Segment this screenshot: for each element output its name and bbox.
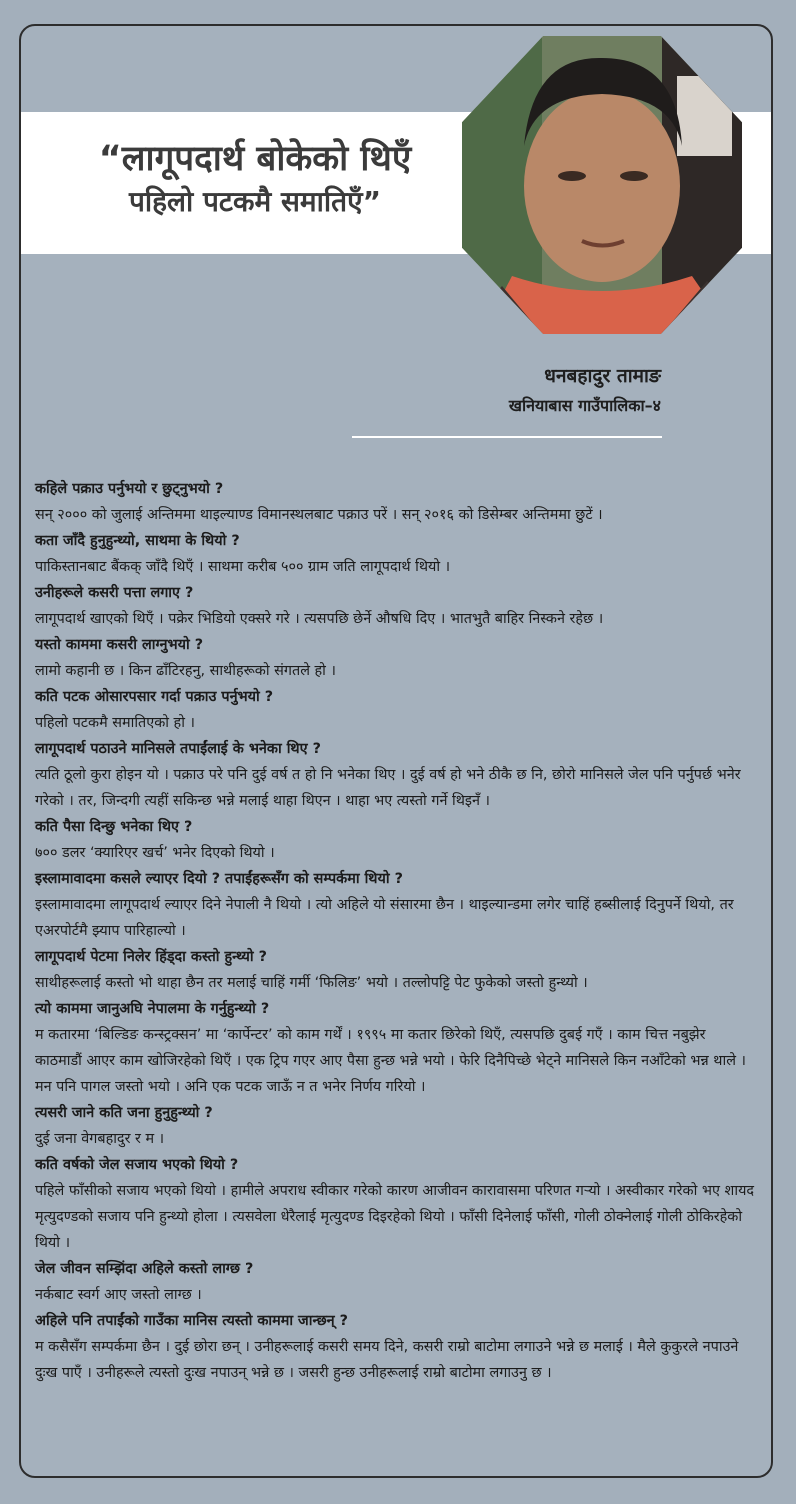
question: त्यो काममा जानुअघि नेपालमा के गर्नुहुन्थ्यो ? xyxy=(35,1001,270,1017)
question: अहिले पनि तपाईंको गाउँका मानिस त्यस्तो काममा जान्छन् ? xyxy=(35,1313,349,1329)
question: लागूपदार्थ पठाउने मानिसले तपाईंलाई के भनेका थिए ? xyxy=(35,741,321,757)
answer: पाकिस्तानबाट बैंकक् जाँदै थिएँ । साथमा करीब ५०० ग्राम जति लागूपदार्थ थियो । xyxy=(35,559,451,575)
person-place: खनियाबास गाउँपालिका–४ xyxy=(508,396,661,415)
article-card xyxy=(19,24,773,1478)
portrait-photo xyxy=(462,36,742,334)
headline xyxy=(55,136,455,222)
question: इस्लामावादमा कसले ल्याएर दियो ? तपाईंहरूसँग को सम्पर्कमा थियो ? xyxy=(35,871,403,887)
answer: सन् २००० को जुलाई अन्तिममा थाइल्याण्ड विमानस्थलबाट पक्राउ परें । सन् २०१६ को डिसेम्बर अन्तिममा छुटें । xyxy=(35,507,603,523)
answer: म कतारमा ‘बिल्डिङ कन्स्ट्रक्सन’ मा ‘कार्पेन्टर’ को काम गर्थें । १९९५ मा कतार छिरेको थिएँ, त्यसपछि दुबई गएँ । काम चित्त नबुझेर काठमाडौं आएर काम खोजिरहेको थिएँ । एक ट्रिप गएर आए पैसा हुन्छ भन्ने भयो । फेरि दिनैपिच्छे भेट्ने मानिसले किन नआँटेको भन्न थाले । मन पनि पागल जस्तो भयो । अनि एक पटक जाऊँ न त भनेर निर्णय गरियो । xyxy=(35,1027,746,1095)
answer: इस्लामावादमा लागूपदार्थ ल्याएर दिने नेपाली नै थियो । त्यो अहिले यो संसारमा छैन । थाइल्यान्डमा लगेर चाहिं हब्सीलाई दिनुपर्ने थियो, तर एअरपोर्टमै झ्याप पारिहाल्यो । xyxy=(35,897,734,939)
question: यस्तो काममा कसरी लाग्नुभयो ? xyxy=(35,637,204,653)
question: कता जाँदै हुनुहुन्थ्यो, साथमा के थियो ? xyxy=(35,533,240,549)
person-name: धनबहादुर तामाङ xyxy=(544,365,661,387)
headline-line-2: पहिलो पटकमै समातिएँ” xyxy=(128,185,382,218)
question: लागूपदार्थ पेटमा निलेर हिंड्दा कस्तो हुन्थ्यो ? xyxy=(35,949,267,965)
interview-qa xyxy=(35,476,757,1386)
answer: लागूपदार्थ खाएको थिएँ । पक्रेर भिडियो एक्सरे गरे । त्यसपछि छेर्ने औषधि दिए । भातभुतै बाहिर निस्कने रहेछ । xyxy=(35,611,604,627)
question: कति पटक ओसारपसार गर्दा पक्राउ पर्नुभयो ? xyxy=(35,689,274,705)
answer: दुई जना वेगबहादुर र म । xyxy=(35,1131,165,1147)
answer: पहिले फाँसीको सजाय भएको थियो । हामीले अपराध स्वीकार गरेको कारण आजीवन कारावासमा परिणत गऱ्यो । अस्वीकार गरेको भए शायद मृत्युदण्डको सजाय पनि हुन्थ्यो होला । त्यसवेला धेरैलाई मृत्युदण्ड दिइरहेको थियो । फाँसी दिनेलाई फाँसी, गोली ठोक्नेलाई गोली ठोकिरहेको थियो । xyxy=(35,1183,755,1251)
answer: साथीहरूलाई कस्तो भो थाहा छैन तर मलाई चाहिं गर्मी ‘फिलिङ’ भयो । तल्लोपट्टि पेट फुकेको जस्तो हुन्थ्यो । xyxy=(35,975,588,991)
answer: म कसैसँग सम्पर्कमा छैन । दुई छोरा छन् । उनीहरूलाई कसरी समय दिने, कसरी राम्रो बाटोमा लगाउने भन्ने छ मलाई । मैले कुकुरले नपाउने दुःख पाएँ । उनीहरूले त्यस्तो दुःख नपाउन् भन्ने छ । जसरी हुन्छ उनीहरूलाई राम्रो बाटोमा लगाउनु छ । xyxy=(35,1339,739,1381)
question: कहिले पक्राउ पर्नुभयो र छुट्नुभयो ? xyxy=(35,481,224,497)
answer: लामो कहानी छ । किन ढाँटिरहनु, साथीहरूको संगतले हो । xyxy=(35,663,336,679)
answer: ७०० डलर ‘क्यारिएर खर्च’ भनेर दिएको थियो । xyxy=(35,845,275,861)
question: कति पैसा दिन्छु भनेका थिए ? xyxy=(35,819,193,835)
answer: त्यति ठूलो कुरा होइन यो । पक्राउ परे पनि दुई वर्ष त हो नि भनेका थिए । दुई वर्ष हो भने ठीकै छ नि, छोरो मानिसले जेल पनि पर्नुपर्छ भनेर गरेको । तर, जिन्दगी त्यहीं सकिन्छ भन्ने मलाई थाहा थिएन । थाहा भए त्यस्तो गर्ने थिइनँ । xyxy=(35,767,741,809)
headline-line-1: “लागूपदार्थ बोकेको थिएँ xyxy=(98,139,412,179)
question: कति वर्षको जेल सजाय भएको थियो ? xyxy=(35,1157,239,1173)
answer: नर्कबाट स्वर्ग आए जस्तो लाग्छ । xyxy=(35,1287,202,1303)
question: उनीहरूले कसरी पत्ता लगाए ? xyxy=(35,585,194,601)
question: त्यसरी जाने कति जना हुनुहुन्थ्यो ? xyxy=(35,1105,213,1121)
question: जेल जीवन सम्झिंदा अहिले कस्तो लाग्छ ? xyxy=(35,1261,254,1277)
divider-line xyxy=(352,436,662,438)
answer: पहिलो पटकमै समातिएको हो । xyxy=(35,715,195,731)
